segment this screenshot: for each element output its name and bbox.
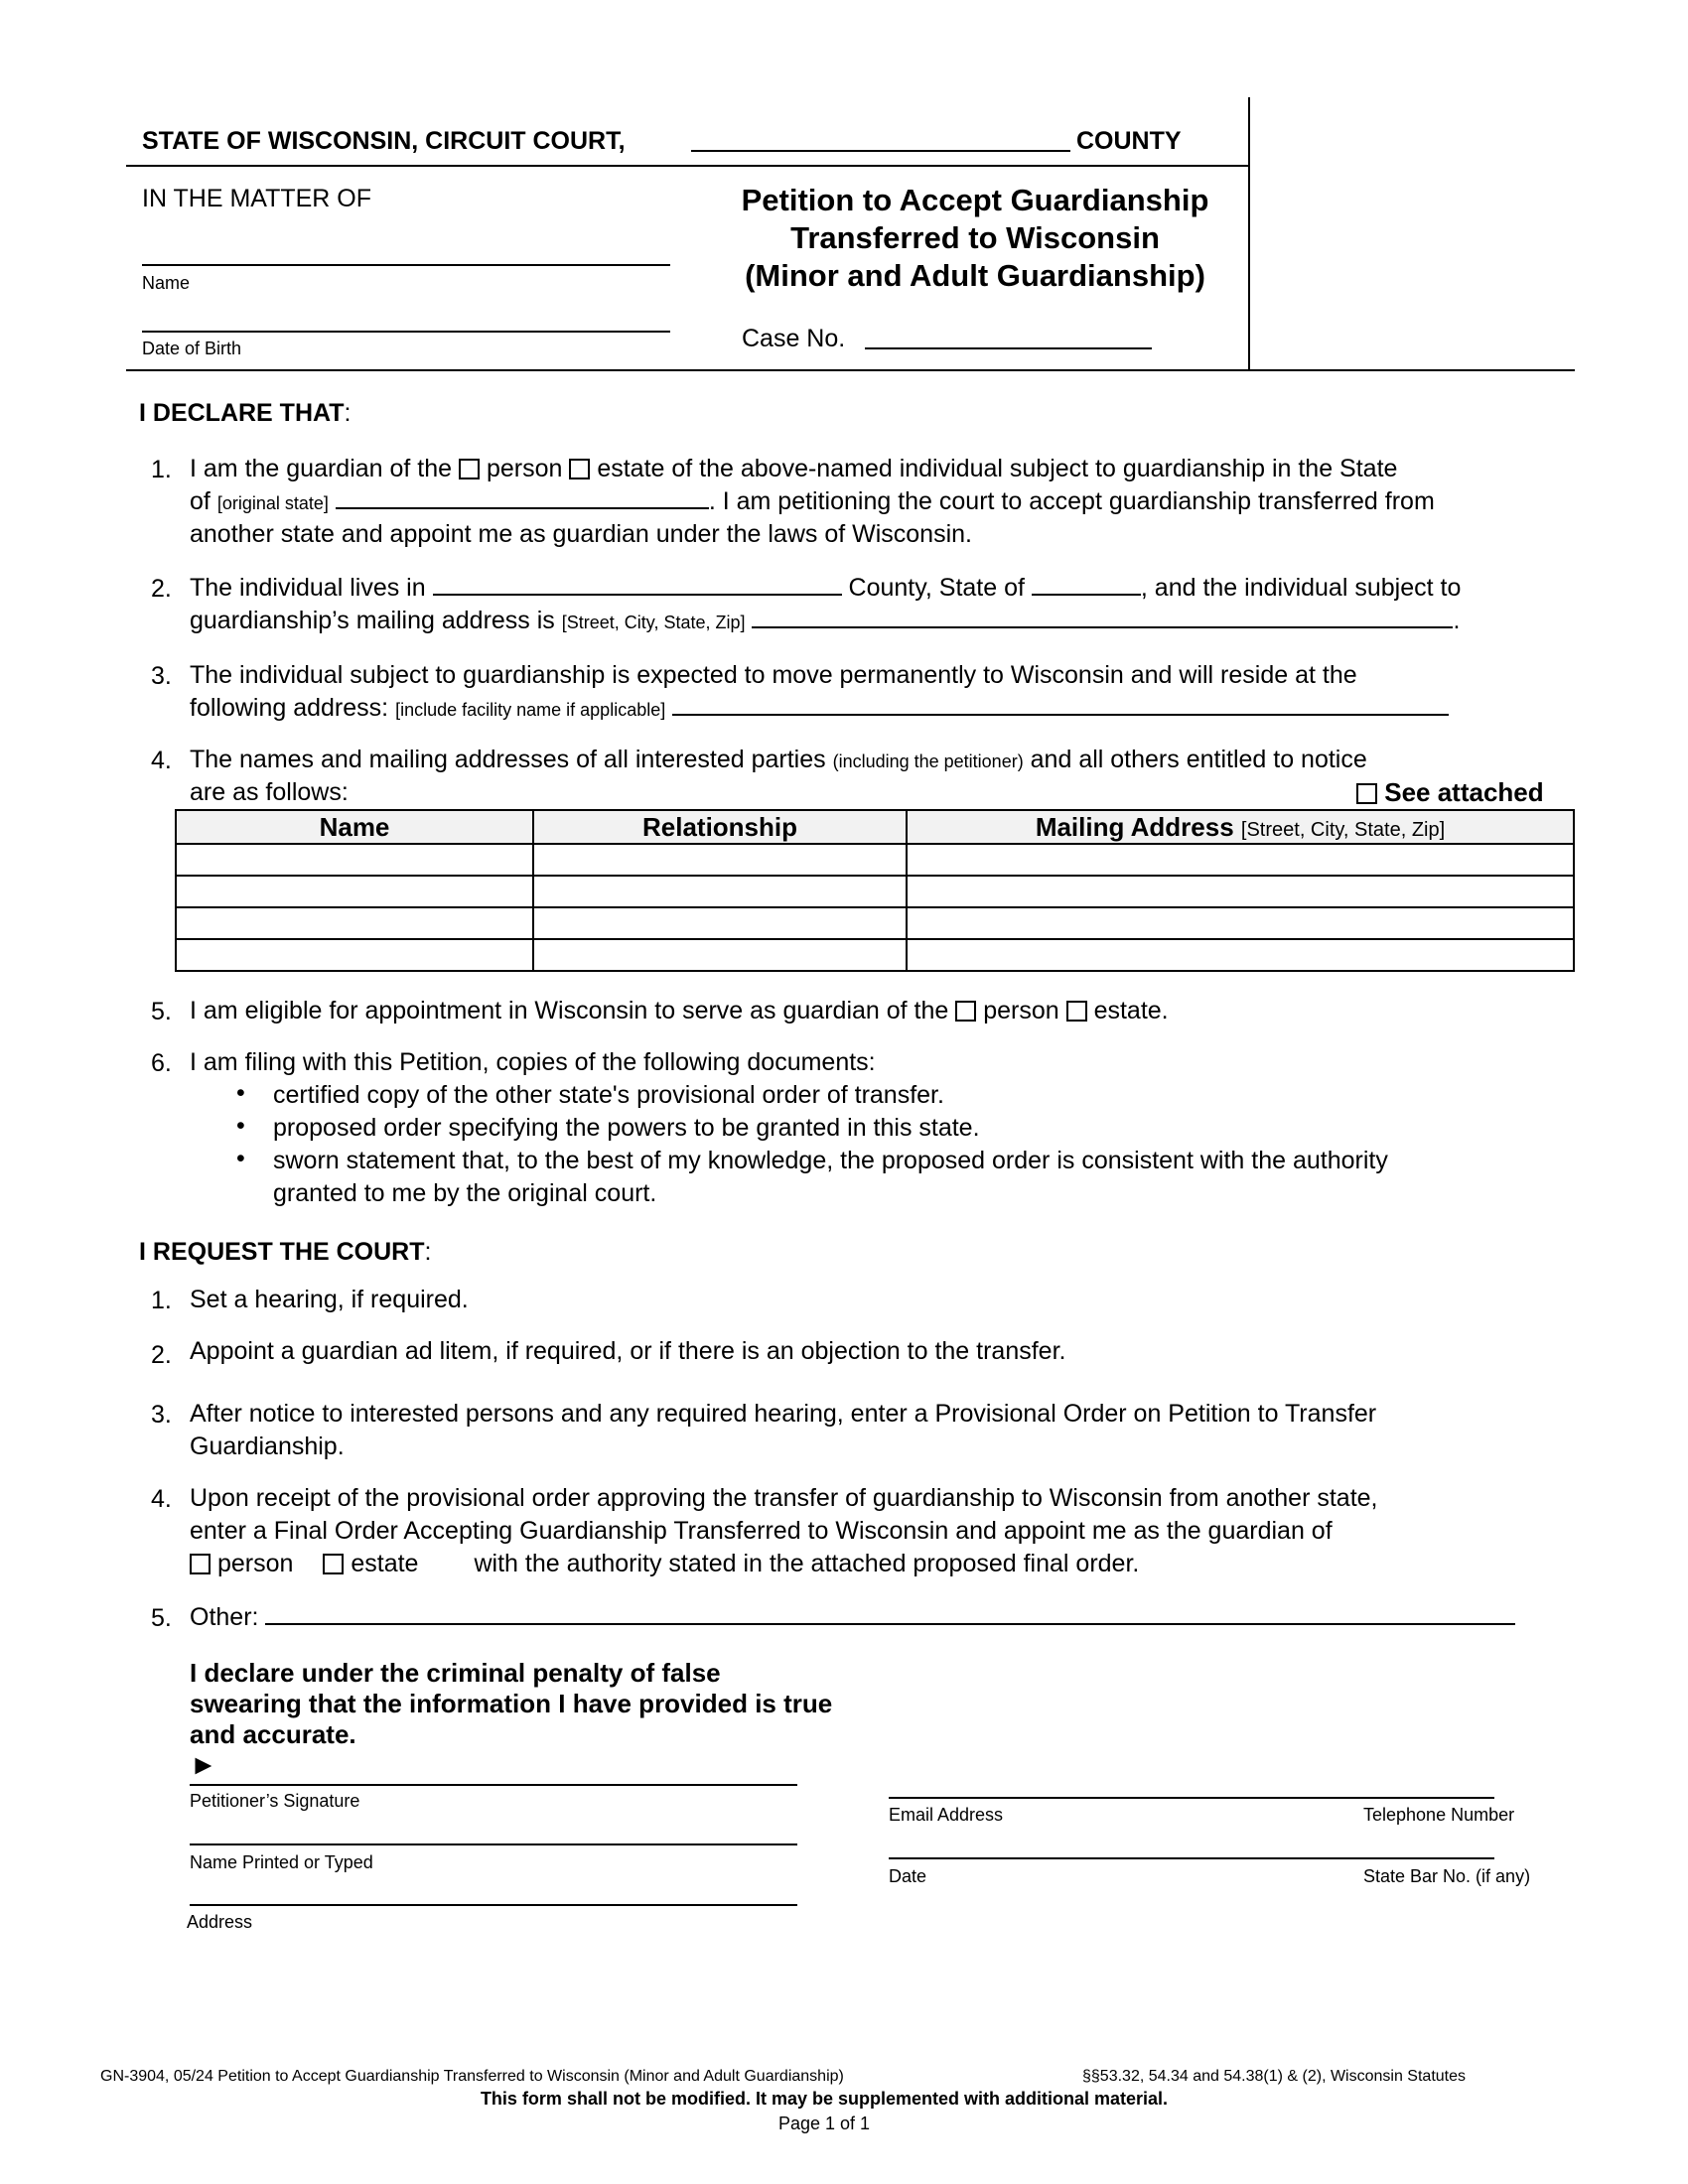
document-item: proposed order specifying the powers to be granted in this state. <box>273 1114 980 1142</box>
original-state-field[interactable] <box>336 485 709 509</box>
final-person-checkbox[interactable] <box>190 1554 211 1574</box>
table-row <box>176 876 1574 907</box>
dob-field[interactable] <box>142 331 670 333</box>
table-cell[interactable] <box>533 939 907 971</box>
court-suffix: COUNTY <box>1076 127 1182 155</box>
name-label: Name <box>142 273 191 293</box>
table-cell[interactable] <box>907 844 1574 876</box>
table-cell[interactable] <box>533 844 907 876</box>
footer-statutes: §§53.32, 54.34 and 54.38(1) & (2), Wisconsin Statutes <box>1082 2068 1467 2085</box>
request-item-3-line-1: After notice to interested persons and any required hearing, enter a Provisional Order on Petition to Transfer <box>190 1400 1377 1428</box>
table-cell[interactable] <box>533 876 907 907</box>
request-item-1-num: 1. <box>151 1287 172 1314</box>
email-phone-field[interactable] <box>889 1797 1494 1799</box>
date-bar-field[interactable] <box>889 1857 1494 1859</box>
declare-item-2-line-2: guardianship’s mailing address is [Street, City, State, Zip] . <box>190 607 1461 634</box>
eligible-estate-checkbox[interactable] <box>1066 1001 1087 1022</box>
name-printed-field[interactable] <box>190 1843 797 1845</box>
matter-label: IN THE MATTER OF <box>142 185 372 212</box>
name-printed-label: Name Printed or Typed <box>190 1852 373 1872</box>
declaration-statement <box>190 1658 832 1750</box>
declare-item-3-line-1: The individual subject to guardianship is expected to move permanently to Wisconsin and will reside at the <box>190 661 1357 689</box>
declare-item-5-num: 5. <box>151 998 172 1025</box>
col-mailing-address: Mailing Address [Street, City, State, Zip] <box>907 810 1574 844</box>
bullet: • <box>236 1112 245 1140</box>
declare-item-1-line-1: I am the guardian of the person estate of the above-named individual subject to guardianship in the State <box>190 455 1398 482</box>
address-field[interactable] <box>190 1904 797 1906</box>
signature-field[interactable] <box>190 1784 797 1786</box>
request-item-4-line-3: person estate with the authority stated in the attached proposed final order. <box>190 1548 1139 1580</box>
mailing-address-field[interactable] <box>752 605 1453 628</box>
declare-item-1-num: 1. <box>151 456 172 483</box>
guardian-estate-checkbox[interactable] <box>569 459 590 479</box>
title-line-3: (Minor and Adult Guardianship) <box>745 258 1205 293</box>
request-item-3-num: 3. <box>151 1401 172 1429</box>
header-top-rule <box>126 165 1249 167</box>
footer-notice: This form shall not be modified. It may be supplemented with additional material. <box>480 2089 1169 2109</box>
date-label: Date <box>889 1866 927 1886</box>
request-item-4-line-1: Upon receipt of the provisional order approving the transfer of guardianship to Wisconsin from another state, <box>190 1484 1378 1512</box>
table-row <box>176 907 1574 939</box>
table-cell[interactable] <box>907 876 1574 907</box>
signature-label: Petitioner’s Signature <box>190 1791 360 1811</box>
col-relationship: Relationship <box>533 810 907 844</box>
signature-arrow-icon: ► <box>190 1749 217 1780</box>
col-name: Name <box>176 810 533 844</box>
new-address-field[interactable] <box>672 692 1449 716</box>
final-estate-checkbox[interactable] <box>323 1554 344 1574</box>
document-item-continued: granted to me by the original court. <box>273 1179 657 1207</box>
table-cell[interactable] <box>176 907 533 939</box>
case-no-field[interactable] <box>865 347 1152 349</box>
request-item-4-num: 4. <box>151 1485 172 1513</box>
county-field[interactable] <box>691 150 1070 152</box>
declare-item-4-num: 4. <box>151 747 172 774</box>
declare-item-3-line-2: following address: [include facility name if applicable] <box>190 692 1449 727</box>
declare-item-1-line-2: of [original state] . I am petitioning the court to accept guardianship transferred from <box>190 487 1435 515</box>
declare-item-2-line-1: The individual lives in County, State of , and the individual subject to <box>190 574 1462 602</box>
email-label: Email Address <box>889 1805 1004 1825</box>
declare-item-1-line-3: another state and appoint me as guardian under the laws of Wisconsin. <box>190 520 972 548</box>
request-item-5-num: 5. <box>151 1604 172 1632</box>
title-line-2: Transferred to Wisconsin <box>790 220 1160 255</box>
header-bottom-rule <box>126 369 1575 371</box>
request-item-1-line-1: Set a hearing, if required. <box>190 1286 469 1313</box>
request-item-2-num: 2. <box>151 1341 172 1369</box>
document-item: certified copy of the other state's provisional order of transfer. <box>273 1081 944 1109</box>
name-field[interactable] <box>142 264 670 266</box>
declare-item-5-line-1: I am eligible for appointment in Wisconsin to serve as guardian of the person estate. <box>190 997 1169 1024</box>
table-cell[interactable] <box>176 939 533 971</box>
state-lives-field[interactable] <box>1032 572 1141 596</box>
request-item-2-line-1: Appoint a guardian ad litem, if required, or if there is an objection to the transfer. <box>190 1337 1066 1365</box>
table-cell[interactable] <box>907 939 1574 971</box>
eligible-person-checkbox[interactable] <box>955 1001 976 1022</box>
county-lives-field[interactable] <box>433 572 842 596</box>
bullet: • <box>236 1145 245 1172</box>
guardian-person-checkbox[interactable] <box>459 459 480 479</box>
bullet: • <box>236 1079 245 1107</box>
other-request-field[interactable] <box>265 1601 1515 1625</box>
table-row <box>176 844 1574 876</box>
case-no-label: Case No. <box>742 325 846 352</box>
address-label: Address <box>187 1912 253 1932</box>
request-item-3-line-2: Guardianship. <box>190 1433 345 1460</box>
declare-item-4-line-1: The names and mailing addresses of all interested parties (including the petitioner) and all others entitled to notice <box>190 746 1367 773</box>
declare-item-3-num: 3. <box>151 662 172 690</box>
declare-item-6-num: 6. <box>151 1049 172 1077</box>
table-cell[interactable] <box>533 907 907 939</box>
dob-label: Date of Birth <box>142 339 242 358</box>
table-row <box>176 939 1574 971</box>
declaration-line-1: I declare under the criminal penalty of false <box>190 1658 721 1688</box>
declaration-line-3: and accurate. <box>190 1719 356 1749</box>
declaration-line-2: swearing that the information I have provided is true <box>190 1689 833 1718</box>
see-attached-checkbox[interactable] <box>1356 783 1377 804</box>
table-cell[interactable] <box>907 907 1574 939</box>
declare-item-6-line-1: I am filing with this Petition, copies of the following documents: <box>190 1048 876 1076</box>
declare-heading: I DECLARE THAT: <box>139 399 352 427</box>
form-title <box>697 182 1253 295</box>
footer-page: Page 1 of 1 <box>777 2114 871 2133</box>
declare-item-4-line-2: are as follows: <box>190 778 349 806</box>
phone-label: Telephone Number <box>1363 1805 1515 1825</box>
request-item-4-line-2: enter a Final Order Accepting Guardianship Transferred to Wisconsin and appoint me as the guardian of <box>190 1517 1333 1545</box>
request-item-5-line-1: Other: <box>190 1601 1515 1634</box>
document-item: sworn statement that, to the best of my knowledge, the proposed order is consistent with the authority <box>273 1147 1388 1174</box>
bar-no-label: State Bar No. (if any) <box>1363 1866 1531 1886</box>
declare-item-2-num: 2. <box>151 575 172 603</box>
title-line-1: Petition to Accept Guardianship <box>741 183 1209 217</box>
request-heading: I REQUEST THE COURT: <box>139 1238 432 1266</box>
table-cell[interactable] <box>176 876 533 907</box>
table-cell[interactable] <box>176 844 533 876</box>
table-header-row <box>176 810 1574 844</box>
see-attached[interactable]: See attached <box>1356 776 1544 809</box>
court-prefix: STATE OF WISCONSIN, CIRCUIT COURT, <box>142 127 626 155</box>
footer-form-id: GN-3904, 05/24 Petition to Accept Guardianship Transferred to Wisconsin (Minor and Adult Guardianship) <box>100 2068 844 2085</box>
interested-parties-table <box>175 809 1575 972</box>
